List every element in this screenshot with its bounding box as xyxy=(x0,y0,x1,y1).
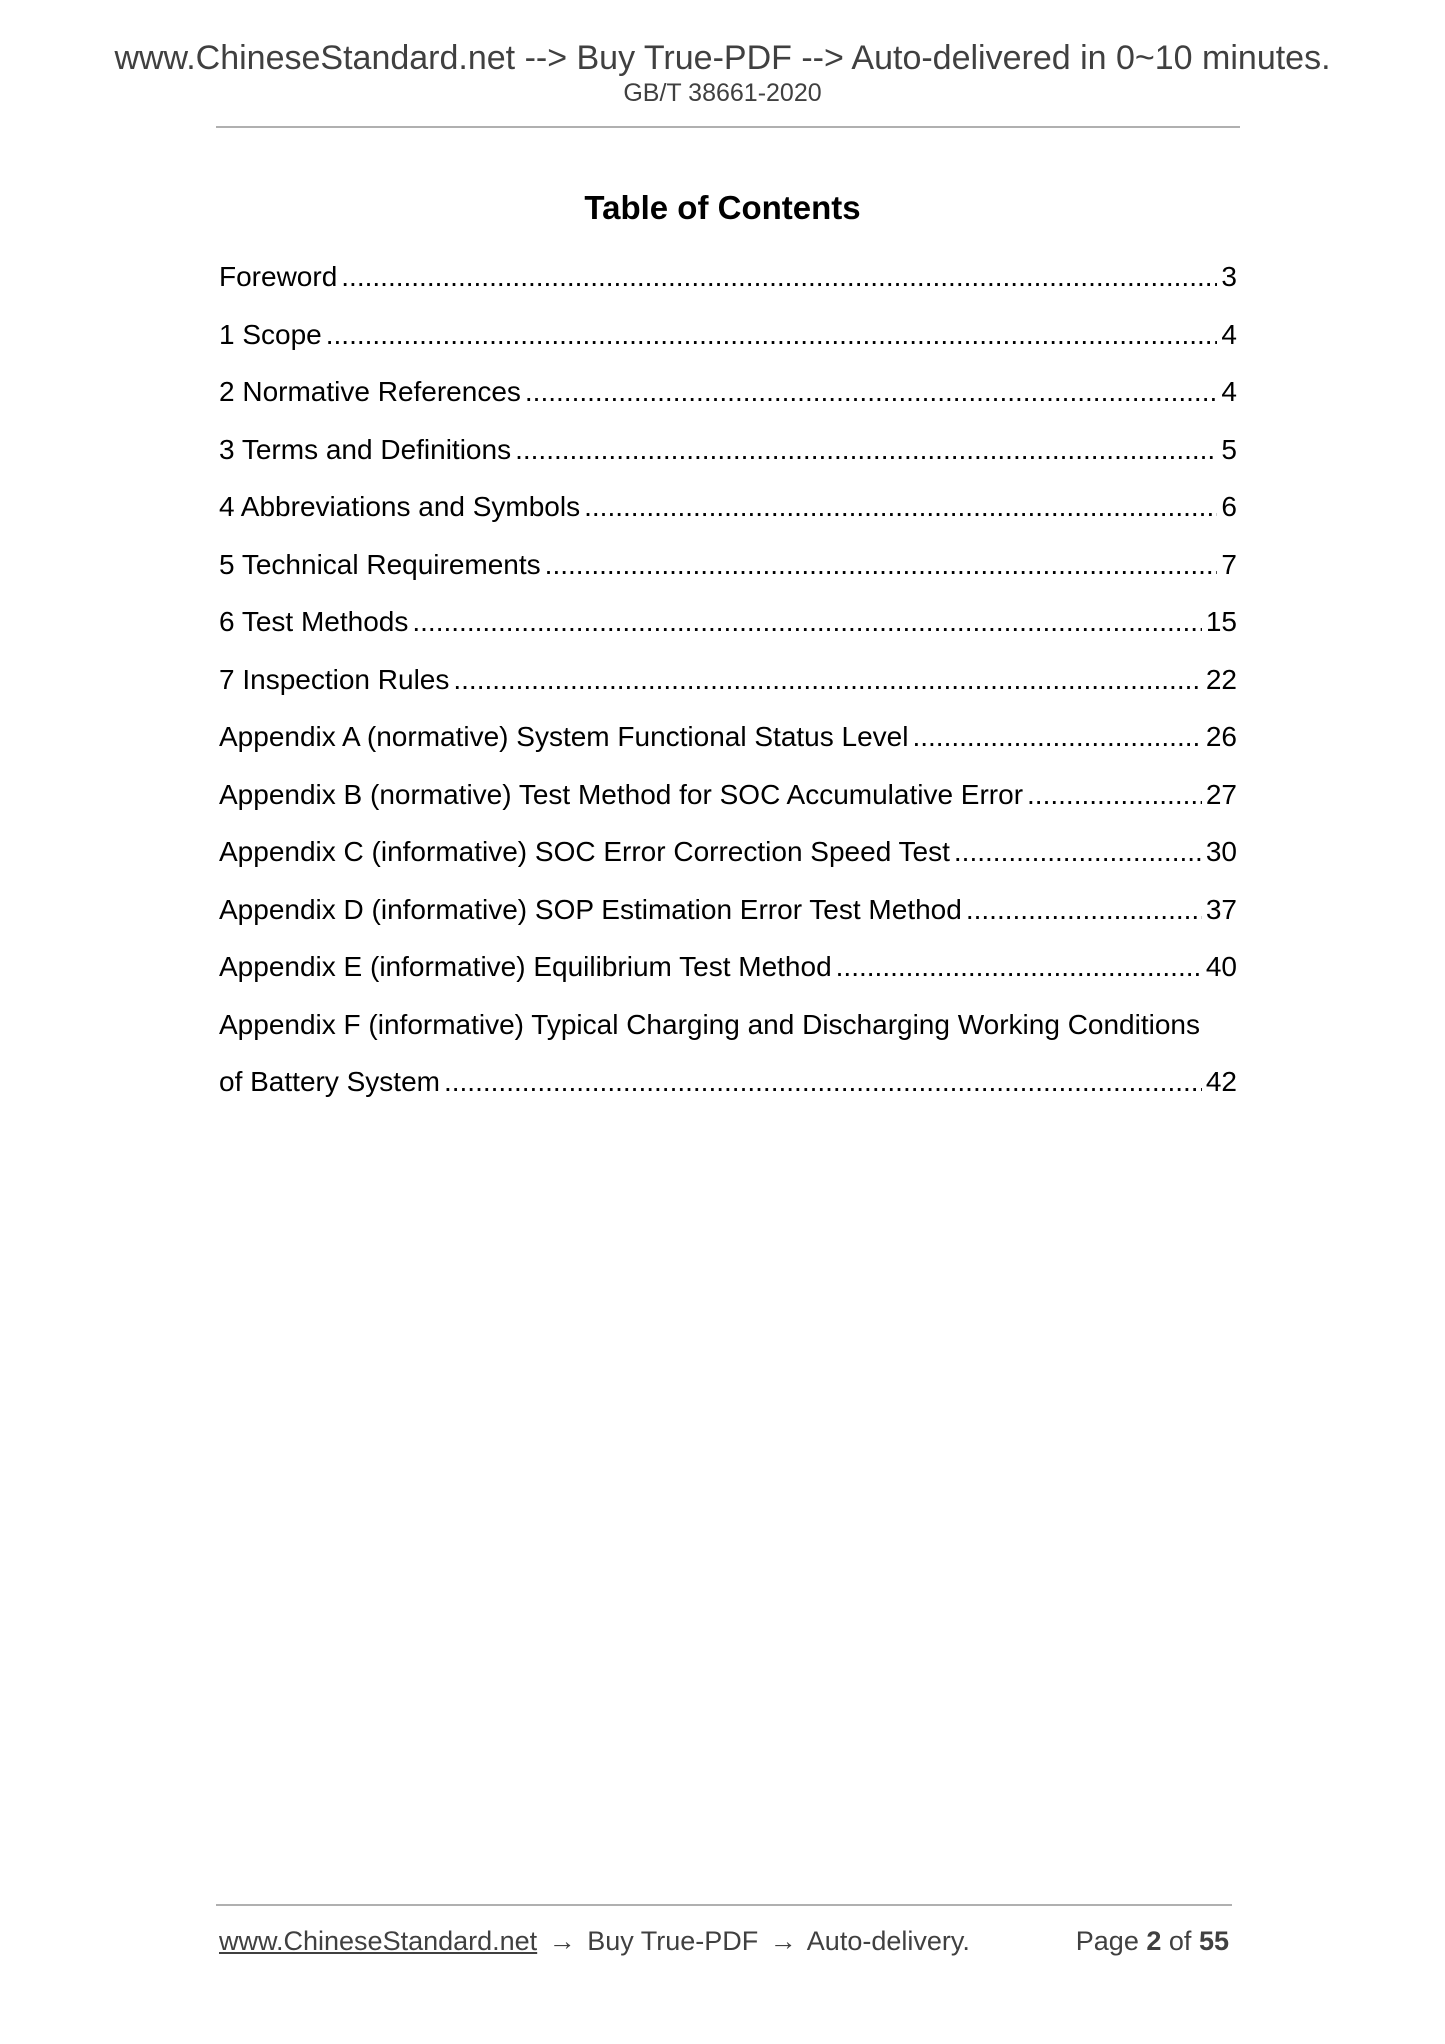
table-of-contents xyxy=(219,257,1237,1120)
toc-entry-title: 3 Terms and Definitions xyxy=(219,433,512,465)
toc-entry-page: 30 xyxy=(1205,836,1237,867)
toc-leader-dots xyxy=(836,947,1202,987)
toc-entry-page: 40 xyxy=(1205,951,1237,982)
toc-entry-appendix-c[interactable] xyxy=(219,832,1237,890)
toc-entry-page: 7 xyxy=(1221,548,1237,580)
toc-entry-title: Appendix F (informative) Typical Charging and Discharging Working Conditions xyxy=(219,1008,1200,1040)
toc-entry-title: Appendix A (normative) System Functional Status Level xyxy=(219,721,909,752)
arrow-right-icon: → xyxy=(548,1926,576,1956)
toc-leader-dots xyxy=(453,660,1201,700)
toc-entry-appendix-f-line1[interactable] xyxy=(219,1005,1237,1063)
page-footer xyxy=(219,1924,1229,1958)
toc-entry-title: Appendix B (normative) Test Method for SOC Accumulative Error xyxy=(219,778,1024,810)
toc-entry-foreword[interactable] xyxy=(219,257,1237,315)
page-label: Page xyxy=(1075,1926,1139,1956)
page-of: of xyxy=(1168,1926,1192,1956)
toc-entry-technical-requirements[interactable] xyxy=(219,545,1237,603)
page-total: 55 xyxy=(1198,1926,1229,1956)
toc-title: Table of Contents xyxy=(584,189,861,226)
footer-site-link[interactable]: www.ChineseStandard.net xyxy=(219,1926,538,1956)
toc-entry-title: Appendix D (informative) SOP Estimation Error Test Method xyxy=(219,893,962,925)
toc-entry-scope[interactable] xyxy=(219,315,1237,373)
toc-entry-page: 37 xyxy=(1205,893,1237,925)
footer-divider xyxy=(216,1904,1232,1906)
toc-entry-title: 1 Scope xyxy=(219,318,322,350)
toc-entry-terms-definitions[interactable] xyxy=(219,430,1237,488)
footer-delivery-text: Auto-delivery. xyxy=(806,1926,970,1956)
document-code: GB/T 38661-2020 xyxy=(623,79,822,107)
toc-leader-dots xyxy=(954,832,1202,872)
toc-leader-dots xyxy=(545,545,1218,585)
toc-leader-dots xyxy=(525,372,1218,412)
toc-entry-page: 6 xyxy=(1221,491,1237,522)
toc-entry-title: Foreword xyxy=(219,261,338,292)
toc-entry-appendix-a[interactable] xyxy=(219,717,1237,775)
toc-entry-appendix-b[interactable] xyxy=(219,775,1237,833)
toc-entry-title: 4 Abbreviations and Symbols xyxy=(219,491,581,522)
toc-entry-page: 4 xyxy=(1221,318,1237,350)
toc-leader-dots xyxy=(912,717,1201,757)
toc-entry-page: 4 xyxy=(1221,376,1237,407)
header-banner: www.ChineseStandard.net --> Buy True-PDF --> Auto-delivered in 0~10 minutes. xyxy=(114,39,1331,77)
toc-entry-title: 5 Technical Requirements xyxy=(219,548,541,580)
toc-entry-normative-references[interactable] xyxy=(219,372,1237,430)
page-number xyxy=(1076,1924,1229,1958)
toc-entry-page: 22 xyxy=(1205,663,1237,695)
toc-entry-abbreviations-symbols[interactable] xyxy=(219,487,1237,545)
toc-entry-appendix-f-line2[interactable] xyxy=(219,1062,1237,1120)
toc-entry-title: of Battery System xyxy=(219,1066,440,1097)
toc-entry-title: 6 Test Methods xyxy=(219,606,409,637)
toc-entry-title: 2 Normative References xyxy=(219,376,521,407)
toc-entry-test-methods[interactable] xyxy=(219,602,1237,660)
toc-entry-title: 7 Inspection Rules xyxy=(219,663,450,695)
footer-left xyxy=(219,1924,970,1958)
toc-leader-dots xyxy=(584,487,1217,527)
toc-leader-dots xyxy=(966,890,1202,930)
toc-entry-appendix-e[interactable] xyxy=(219,947,1237,1005)
toc-entry-page: 5 xyxy=(1221,433,1237,465)
toc-entry-page: 26 xyxy=(1205,721,1237,752)
toc-entry-page: 42 xyxy=(1205,1066,1237,1097)
page-current: 2 xyxy=(1146,1926,1162,1956)
toc-entry-page: 15 xyxy=(1205,606,1237,637)
header-divider xyxy=(216,126,1240,128)
footer-buy-text: Buy True-PDF xyxy=(587,1926,759,1956)
toc-leader-dots xyxy=(1027,775,1202,815)
toc-entry-inspection-rules[interactable] xyxy=(219,660,1237,718)
toc-entry-page: 3 xyxy=(1221,261,1237,292)
toc-leader-dots xyxy=(326,315,1218,355)
toc-leader-dots xyxy=(444,1062,1202,1102)
toc-entry-appendix-d[interactable] xyxy=(219,890,1237,948)
toc-leader-dots xyxy=(412,602,1201,642)
arrow-right-icon: → xyxy=(769,1926,797,1956)
toc-entry-page: 27 xyxy=(1205,778,1237,810)
toc-leader-dots xyxy=(341,257,1217,297)
toc-leader-dots xyxy=(515,430,1217,470)
toc-entry-title: Appendix E (informative) Equilibrium Test Method xyxy=(219,951,832,982)
toc-entry-title: Appendix C (informative) SOC Error Correction Speed Test xyxy=(219,836,950,867)
